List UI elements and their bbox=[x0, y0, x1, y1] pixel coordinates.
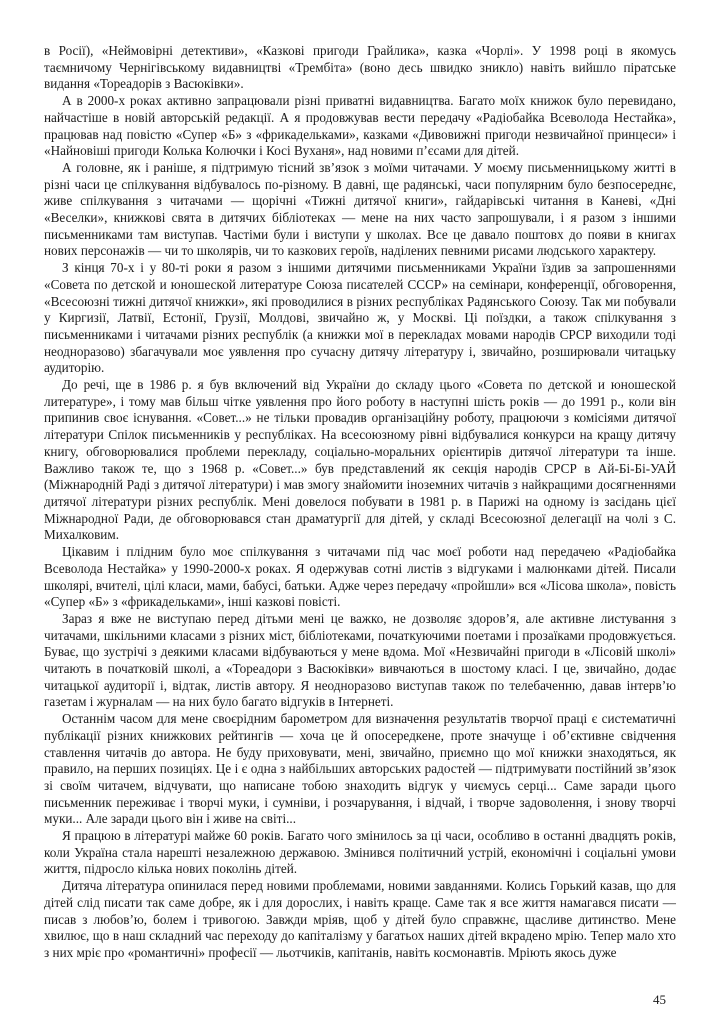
paragraph-radio-program: Цікавим і плідним було моє спілкування з читачами під час моєї роботи над передачею «Радіобайка Всеволода Нестайка» у 1990-2000-х роках. Я одержував сотні листів з відгуками і малюнками дітей. Писали школярі, вчителі, цілі класи, мами, бабусі, батьки. Адже через передачу «пройшли» вся «Лісова школа», повість «Супер «Б» з «фрикадельками», інші казкові повісті. bbox=[44, 544, 676, 610]
page-number: 45 bbox=[653, 992, 666, 1007]
paragraph-new-problems: Дитяча література опинилася перед новими проблемами, новими завданнями. Колись Горький казав, що для дітей слід писати так саме добре, як і для дорослих, і навіть краще. Саме так я все життя намагався писати — писав з любов’ю, болем і тривогою. Завжди мріяв, щоб у дітей було справжнє, щасливе дитинство. Мене хвилює, що в наш складний час переходу до капіталізму у багатьох наших дітей вкрадено мрію. Тепер мало хто з них мріє про «романтичні» професії — льотчиків, капітанів, навіть космонавтів. Мріють якось дуже bbox=[44, 878, 676, 960]
paragraph-60-years: Я працюю в літературі майже 60 років. Багато чого змінилось за ці часи, особливо в останні двадцять років, коли Україна стала нарешті незалежною державою. Змінився політичний устрій, економічні і соціальні умови життя, підросло кілька нових поколінь дітей. bbox=[44, 828, 676, 877]
paragraph-readers-contact: А головне, як і раніше, я підтримую тісний зв’язок з моїми читачами. У моєму письменницькому житті в різні часи це спілкування відбувалось по-різному. В давні, ще радянські, часи популярним було безпосереднє, живе спілкування з читачами — щорічні «Тижні дитячої книги», гайдарівські читання в Каневі, «Дні «Веселки», книжкові свята в дитячих бібліотеках — мене на них часто запрошували, і я разом з іншими письменниками там виступав. Частіми були і виступи у школах. Все це давало поштовх до появи в книгах нових персонажів — чи то школярів, чи то казкових героїв, наділених певними рисами людського характеру. bbox=[44, 159, 676, 259]
paragraph-continuation: в Росії), «Неймовірні детективи», «Казкові пригоди Грайлика», казка «Чорлі». У 1998 році в якомусь таємничому Чернігівському видавництві «Трембіта» (воно десь швидко зникло) навіть вийшло піратське видання «Тореадорів з Васюківки». bbox=[44, 43, 676, 92]
paragraph-soviet-council: До речі, ще в 1986 р. я був включений від України до складу цього «Совета по детской и юношеской литературе», і тому мав більш чітке уявлення про його роботу в наступні шість років — до 1991 р., коли він припинив своє існування. «Совет...» не тільки провадив організаційну роботу, працюючи з комісіями дитячої літератури Спілок письменників у республіках. На всесоюзному рівні відбувалися конкурси на кращу дитячу книгу, обговорювалися проблеми перекладу, соціально-моральних орієнтирів дитячої літератури та інше. Важливо також те, що з 1968 р. «Совет...» був представлений як секція народів СРСР в Ай-Бі-Бі-УАЙ (Міжнародній Раді з дитячої літератури) і мав змогу знайомити іноземних читачів з найкращими досягненнями дитячої літератури різних республік. Мені довелося побувати в 1981 р. в Парижі на одному із засідань цієї Міжнародної Ради, де обговорювався стан драматургії для дітей, у складі Всесоюзної делегації на чолі з С. Михалковим. bbox=[44, 377, 676, 543]
paragraph-letters: Зараз я вже не виступаю перед дітьми мені це важко, не дозволяє здоров’я, але активне листування з читачами, шкільними класами з різних міст, бібліотеками, початкуючими поетами і прозаїками продовжується. Буває, що зустрічі з деякими класами відбуваються у мене вдома. Мої «Незвичайні пригоди в «Лісовій школі» читають в початковій школі, а «Тореадори з Васюківки» вивчаються в шостому класі. І це, звичайно, додає читацької аудиторії і, відтак, листів автору. Я неодноразово виступав також по телебаченню, давав інтерв’ю газетам і журналам — на них було багато відгуків в Інтернеті. bbox=[44, 610, 676, 710]
body-text bbox=[44, 43, 676, 962]
paragraph-trips-70s-80s: З кінця 70-х і у 80-ті роки я разом з іншими дитячими письменниками України їздив за запрошеннями «Совета по детской и юношеской литературе Союза писателей СССР» на семінари, конференції, обговорення, «Всесоюзні тижні дитячої книжки», які проводилися в різних республіках Радянського Союзу. Так ми побували у Киргизії, Латвії, Естонії, Грузії, Молдові, звичайно ж, у Москві. Ці поїздки, а також спілкування з письменниками і читачами різних республік (а книжки мої в перекладах мовами народів СРСР виходили тоді неодноразово) збагачували моє уявлення про сучасну дитячу літературу і, звичайно, розширювали читацьку аудиторію. bbox=[44, 260, 676, 376]
paragraph-ratings: Останнім часом для мене своєрідним барометром для визначення результатів творчої праці є систематичні публікації різних книжкових рейтингів — хоча це й опосередкене, проте значуще і об’єктивне свідчення ставлення читачів до автора. Не буду приховувати, мені, звичайно, приємно що мої книжки знаходяться, як правило, на перших позиціях. Це і є одна з найбільших авторських радостей — підтримувати постійний зв’язок зі своїм читачем, відчувати, що написане тобою знаходить відгук у чиємусь серці... Саме заради цього письменник переживає і творчі муки, і сумніви, і розчарування, і відчай, і творче задоволення, і знову творчі муки... Але заради цього він і живе на світі... bbox=[44, 711, 676, 827]
paragraph-publishers-2000s: А в 2000-х роках активно запрацювали різні приватні видавництва. Багато моїх книжок було перевидано, найчастіше в новій авторській редакції. А я продовжував вести передачу «Радіобайка Всеволода Нестайка», працював над повістю «Супер «Б» з «фрикадельками», казками «Дивовижні пригоди незвичайної принцеси» і «Найновіші пригоди Колька Колючки і Косі Вуханя», над новими п’єсами для дітей. bbox=[44, 93, 676, 159]
